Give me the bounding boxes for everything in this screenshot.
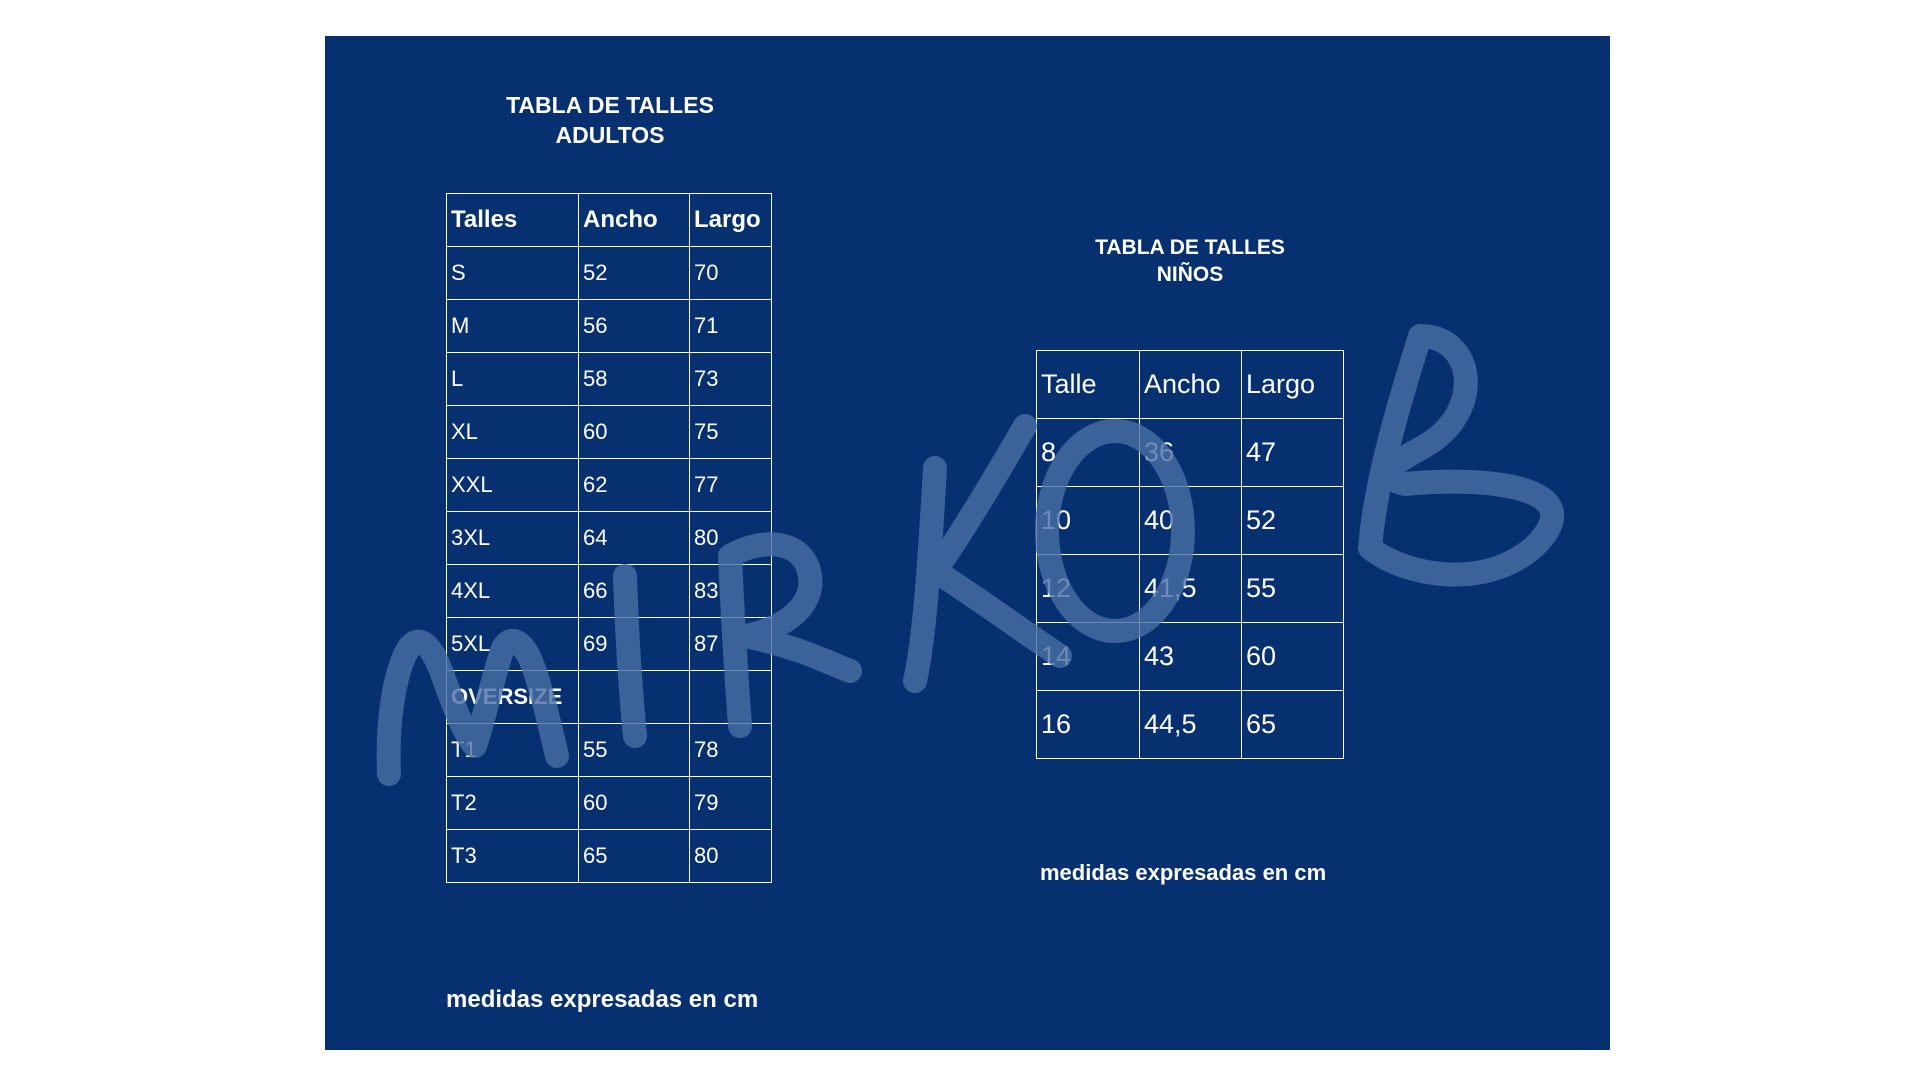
size-cell: 12: [1037, 555, 1140, 623]
width-cell: 40: [1140, 487, 1242, 555]
adult-size-table: [446, 193, 772, 883]
kids-title-line-1: TABLA DE TALLES: [1095, 236, 1285, 259]
adult-header-ancho: Ancho: [579, 194, 690, 247]
kids-header-ancho: Ancho: [1140, 351, 1242, 419]
size-cell: M: [447, 300, 579, 353]
size-cell: S: [447, 247, 579, 300]
adult-header-largo: Largo: [690, 194, 772, 247]
width-cell: 43: [1140, 623, 1242, 691]
length-cell: 52: [1242, 487, 1344, 555]
width-cell: [579, 671, 690, 724]
size-cell: 5XL: [447, 618, 579, 671]
width-cell: 58: [579, 353, 690, 406]
width-cell: 56: [579, 300, 690, 353]
length-cell: 73: [690, 353, 772, 406]
oversize-label: OVERSIZE: [447, 671, 579, 724]
size-cell: XXL: [447, 459, 579, 512]
size-cell: 10: [1037, 487, 1140, 555]
width-cell: 64: [579, 512, 690, 565]
length-cell: 47: [1242, 419, 1344, 487]
table-row: [447, 247, 772, 300]
size-chart-panel: [325, 36, 1610, 1050]
adult-table-header-row: [447, 194, 772, 247]
size-cell: L: [447, 353, 579, 406]
table-row: [447, 565, 772, 618]
width-cell: 41,5: [1140, 555, 1242, 623]
kids-title-line-2: NIÑOS: [1156, 263, 1224, 287]
adult-title-line-1: TABLA DE TALLES: [506, 92, 714, 118]
length-cell: 71: [690, 300, 772, 353]
adult-size-chart-title: [485, 91, 735, 151]
size-cell: 14: [1037, 623, 1140, 691]
length-cell: 78: [690, 724, 772, 777]
length-cell: 80: [690, 512, 772, 565]
width-cell: 36: [1140, 419, 1242, 487]
kids-table-header-row: [1037, 351, 1344, 419]
adult-header-talles: Talles: [447, 194, 579, 247]
table-row: [447, 618, 772, 671]
size-cell: T3: [447, 830, 579, 883]
width-cell: 62: [579, 459, 690, 512]
width-cell: 66: [579, 565, 690, 618]
kids-header-talle: Talle: [1037, 351, 1140, 419]
length-cell: 83: [690, 565, 772, 618]
table-row: [447, 512, 772, 565]
width-cell: 55: [579, 724, 690, 777]
length-cell: 80: [690, 830, 772, 883]
kids-size-table: [1036, 350, 1344, 759]
adult-title-line-2: ADULTOS: [555, 121, 665, 148]
table-row: [1037, 419, 1344, 487]
length-cell: 79: [690, 777, 772, 830]
size-cell: 16: [1037, 691, 1140, 759]
table-row: [447, 777, 772, 830]
kids-size-chart-title: [1070, 234, 1310, 289]
width-cell: 52: [579, 247, 690, 300]
width-cell: 44,5: [1140, 691, 1242, 759]
length-cell: 70: [690, 247, 772, 300]
width-cell: 60: [579, 777, 690, 830]
size-cell: T1: [447, 724, 579, 777]
table-row: [447, 724, 772, 777]
table-row: [447, 300, 772, 353]
size-cell: 3XL: [447, 512, 579, 565]
size-cell: T2: [447, 777, 579, 830]
size-cell: XL: [447, 406, 579, 459]
width-cell: 69: [579, 618, 690, 671]
length-cell: 65: [1242, 691, 1344, 759]
size-cell: 8: [1037, 419, 1140, 487]
kids-units-note: medidas expresadas en cm: [1040, 860, 1327, 885]
table-row: [1037, 555, 1344, 623]
length-cell: 75: [690, 406, 772, 459]
table-row: [1037, 487, 1344, 555]
length-cell: [690, 671, 772, 724]
length-cell: 87: [690, 618, 772, 671]
table-row: [447, 406, 772, 459]
adult-units-note: medidas expresadas en cm: [446, 986, 759, 1013]
length-cell: 60: [1242, 623, 1344, 691]
table-row: [1037, 691, 1344, 759]
table-row: [447, 459, 772, 512]
watermark-letter-b: [1370, 336, 1552, 575]
length-cell: 77: [690, 459, 772, 512]
table-row: [447, 353, 772, 406]
width-cell: 60: [579, 406, 690, 459]
size-cell: 4XL: [447, 565, 579, 618]
oversize-section-row: [447, 671, 772, 724]
table-row: [447, 830, 772, 883]
kids-header-largo: Largo: [1242, 351, 1344, 419]
table-row: [1037, 623, 1344, 691]
length-cell: 55: [1242, 555, 1344, 623]
width-cell: 65: [579, 830, 690, 883]
